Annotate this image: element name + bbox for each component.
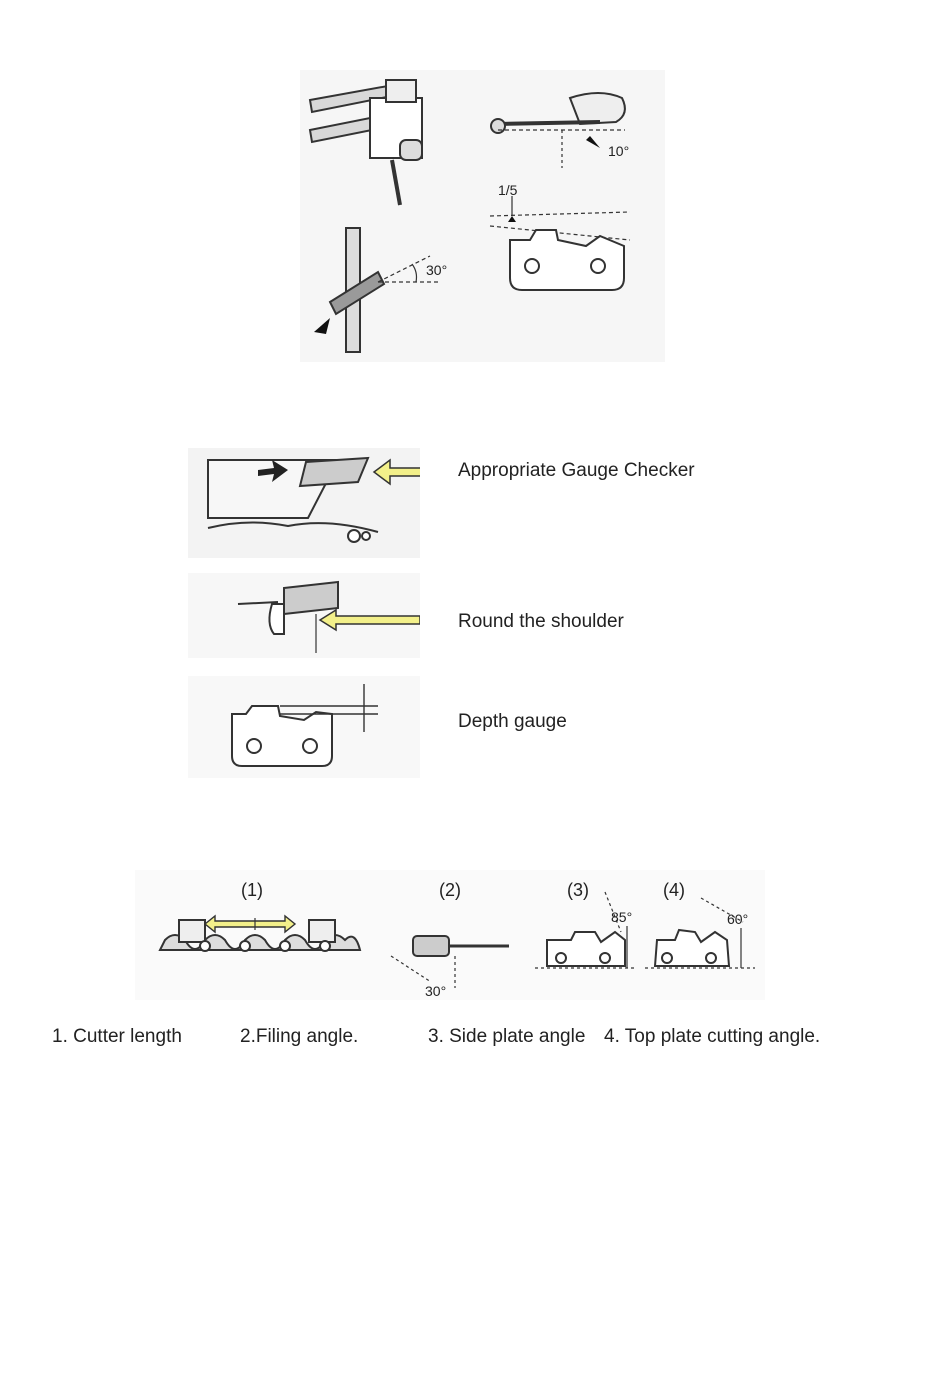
filing-illustration xyxy=(300,70,665,362)
depth-fraction-label: 1/5 xyxy=(498,182,518,198)
top-plate-angle-label: 60° xyxy=(727,911,749,927)
caption-top-plate-angle: 4. Top plate cutting angle. xyxy=(604,1026,821,1047)
filing-angle-label: 30° xyxy=(426,262,448,278)
filing-angle-30-label: 30° xyxy=(425,983,447,999)
side-plate-angle-label: 85° xyxy=(611,909,633,925)
figure-4-number: (4) xyxy=(663,880,685,900)
figure-1-number: (1) xyxy=(241,880,263,900)
gauge-checker-label: Appropriate Gauge Checker xyxy=(458,460,695,481)
figure-2-number: (2) xyxy=(439,880,461,900)
caption-side-plate-angle: 3. Side plate angle xyxy=(428,1026,586,1047)
caption-cutter-length: 1. Cutter length xyxy=(52,1026,182,1047)
depth-gauge-label: Depth gauge xyxy=(458,711,567,732)
round-shoulder-label: Round the shoulder xyxy=(458,611,624,632)
caption-filing-angle: 2.Filing angle. xyxy=(240,1026,359,1047)
holder-angle-label: 10° xyxy=(608,143,630,159)
gauge-checker-illustration xyxy=(188,448,420,778)
figure-3-number: (3) xyxy=(567,880,589,900)
cutter-geometry-illustration xyxy=(135,870,765,1000)
